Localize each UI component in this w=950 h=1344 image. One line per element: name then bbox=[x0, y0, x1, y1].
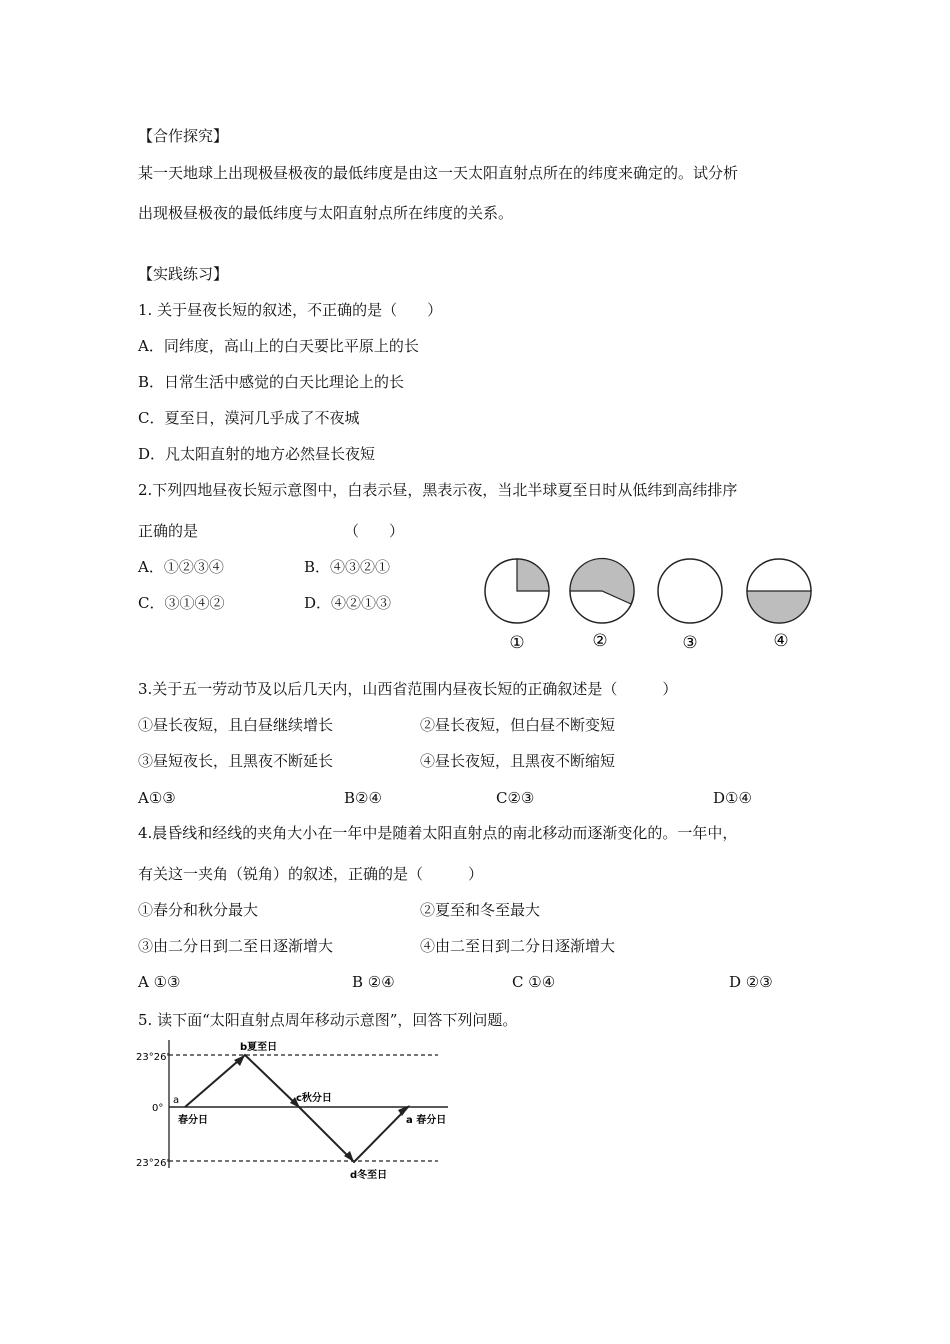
circle-1-night-sector bbox=[517, 559, 549, 591]
circle-4-night-half bbox=[747, 591, 811, 623]
q3-statement-4: ④昼长夜短，且黑夜不断缩短 bbox=[420, 752, 616, 770]
q3-option-c: C②③ bbox=[496, 789, 535, 807]
q2-option-b: B．④③②① bbox=[304, 558, 391, 576]
q3-option-b: B②④ bbox=[344, 789, 382, 807]
q4-statement-2: ②夏至和冬至最大 bbox=[420, 901, 541, 919]
circle-1 bbox=[485, 559, 549, 623]
q3-option-a: A①③ bbox=[138, 789, 176, 807]
point-label-a-spring-equinox: a 春分日 bbox=[406, 1115, 447, 1126]
q3-statement-3: ③昼短夜长，且黑夜不断延长 bbox=[138, 752, 334, 770]
paragraph-line-1: 某一天地球上出现极昼极夜的最低纬度是由这一天太阳直射点所在的纬度来确定的。试分析 bbox=[138, 164, 739, 182]
sun-direct-point-annual-movement-diagram bbox=[130, 1038, 460, 1188]
q4-option-d: D ②③ bbox=[729, 973, 773, 991]
circle-label-3: ③ bbox=[682, 633, 698, 653]
q1-option-a: A．同纬度，高山上的白天要比平原上的长 bbox=[138, 337, 419, 355]
circle-4 bbox=[747, 559, 811, 623]
q4-option-a: A ①③ bbox=[138, 973, 181, 991]
q2-answer-bracket: （ ） bbox=[344, 522, 405, 540]
point-label-winter-solstice: d冬至日 bbox=[350, 1170, 388, 1181]
point-label-a: a bbox=[173, 1095, 180, 1106]
circle-3 bbox=[658, 559, 722, 623]
point-label-spring-equinox: 春分日 bbox=[178, 1115, 208, 1126]
q1-option-d: D．凡太阳直射的地方必然昼长夜短 bbox=[138, 445, 376, 463]
circle-label-4: ④ bbox=[773, 631, 789, 651]
q3-option-d: D①④ bbox=[713, 789, 752, 807]
q4-statement-1: ①春分和秋分最大 bbox=[138, 901, 259, 919]
q2-stem-line2: 正确的是 bbox=[138, 522, 199, 540]
q1-option-b: B．日常生活中感觉的白天比理论上的长 bbox=[138, 373, 405, 391]
paragraph-line-2: 出现极昼极夜的最低纬度与太阳直射点所在纬度的关系。 bbox=[138, 204, 514, 222]
q2-option-a: A．①②③④ bbox=[138, 558, 224, 576]
q3-statement-1: ①昼长夜短，且白昼继续增长 bbox=[138, 716, 334, 734]
section-heading-practice: 【实践练习】 bbox=[138, 265, 229, 283]
lat-label-south: 23°26' bbox=[136, 1158, 170, 1169]
lat-label-north: 23°26' bbox=[136, 1052, 170, 1063]
movement-path bbox=[185, 1055, 408, 1162]
q4-statement-4: ④由二至日到二分日逐渐增大 bbox=[420, 937, 616, 955]
q2-option-c: C．③①④② bbox=[138, 594, 225, 612]
q5-stem: 5. 读下面“太阳直射点周年移动示意图”，回答下列问题。 bbox=[138, 1011, 518, 1029]
circle-label-2: ② bbox=[592, 631, 608, 651]
q2-option-d: D．④②①③ bbox=[304, 594, 392, 612]
q3-statement-2: ②昼长夜短，但白昼不断变短 bbox=[420, 716, 616, 734]
q4-stem-line2: 有关这一夹角（锐角）的叙述，正确的是（ ） bbox=[138, 865, 484, 883]
q4-stem-line1: 4.晨昏线和经线的夹角大小在一年中是随着太阳直射点的南北移动而逐渐变化的。一年中， bbox=[138, 824, 738, 842]
q4-option-c: C ①④ bbox=[512, 973, 556, 991]
q2-stem-line1: 2.下列四地昼夜长短示意图中，白表示昼，黑表示夜，当北半球夏至日时从低纬到高纬排序 bbox=[138, 481, 738, 499]
q2-day-night-circles-figure bbox=[470, 550, 830, 658]
q1-option-c: C．夏至日，漠河几乎成了不夜城 bbox=[138, 409, 360, 427]
q1-stem: 1. 关于昼夜长短的叙述，不正确的是（ ） bbox=[138, 301, 443, 319]
q4-statement-3: ③由二分日到二至日逐渐增大 bbox=[138, 937, 334, 955]
circle-label-1: ① bbox=[509, 633, 525, 653]
point-label-autumn-equinox: c秋分日 bbox=[296, 1093, 332, 1104]
q4-option-b: B ②④ bbox=[352, 973, 395, 991]
point-label-summer-solstice: b夏至日 bbox=[240, 1042, 278, 1053]
q3-stem: 3.关于五一劳动节及以后几天内，山西省范围内昼夜长短的正确叙述是（ ） bbox=[138, 680, 678, 698]
section-heading-cooperative: 【合作探究】 bbox=[138, 127, 229, 145]
lat-label-equator: 0° bbox=[152, 1103, 164, 1114]
circle-2 bbox=[570, 558, 634, 623]
